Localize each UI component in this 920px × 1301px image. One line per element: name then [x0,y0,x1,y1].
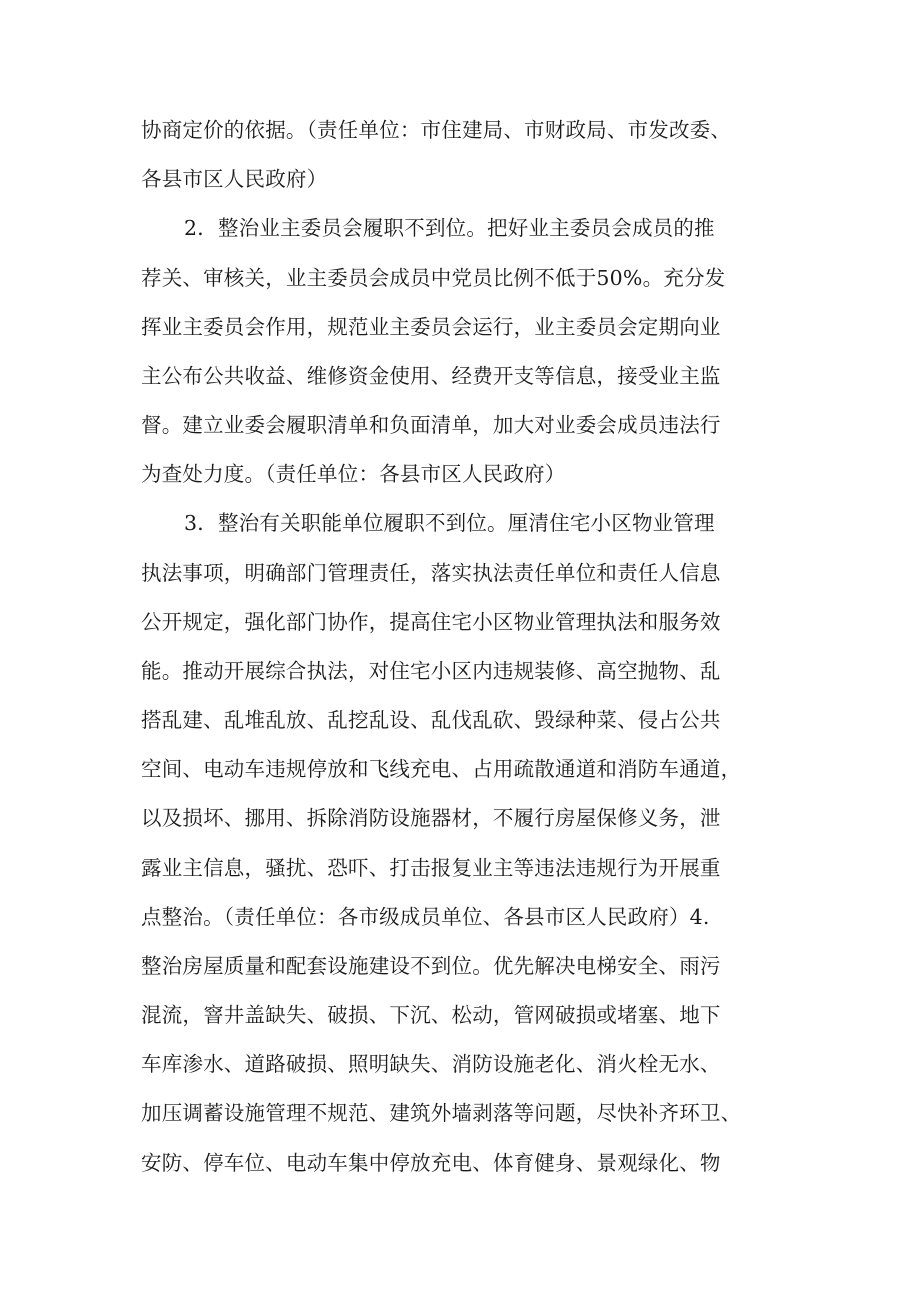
text-line: 挥业主委员会作用，规范业主委员会运行，业主委员会定期向业 [141,315,721,339]
text-line: 为查处力度。（责任单位：各县市区人民政府） [141,462,566,486]
text-line: 协商定价的依据。（责任单位：市住建局、市财政局、市发改委、 [141,118,732,142]
text-line: 混流，窨井盖缺失、破损、下沉、松动，管网破损或堵塞、地下 [141,1003,721,1027]
text-line: 加压调蓄设施管理不规范、建筑外墙剥落等问题，尽快补齐环卫、 [141,1101,742,1125]
text-line: 搭乱建、乱堆乱放、乱挖乱设、乱伐乱砍、毁绿种菜、侵占公共 [141,708,721,732]
text-line: 空间、电动车违规停放和飞线充电、占用疏散通道和消防车通道， [141,757,742,781]
text-line: 以及损坏、挪用、拆除消防设施器材，不履行房屋保修义务，泄 [141,806,721,830]
text-line: 督。建立业委会履职清单和负面清单，加大对业委会成员违法行 [141,413,721,437]
text-line: 执法事项，明确部门管理责任，落实执法责任单位和责任人信息 [141,561,721,585]
text-line: 点整治。（责任单位：各市级成员单位、各县市区人民政府）4. [141,905,710,929]
text-line: 公开规定，强化部门协作，提高住宅小区物业管理执法和服务效 [141,610,721,634]
text-line: 能。推动开展综合执法，对住宅小区内违规装修、高空抛物、乱 [141,659,721,683]
paragraph-2-start: 2．整治业主委员会履职不到位。把好业主委员会成员的推 [184,216,715,240]
text-line: 整治房屋质量和配套设施建设不到位。优先解决电梯安全、雨污 [141,954,721,978]
text-line: 露业主信息，骚扰、恐吓、打击报复业主等违法违规行为开展重 [141,856,721,880]
text-line: 车库渗水、道路破损、照明缺失、消防设施老化、消火栓无水、 [141,1052,721,1076]
paragraph-3-start: 3．整治有关职能单位履职不到位。厘清住宅小区物业管理 [184,511,715,535]
text-line: 主公布公共收益、维修资金使用、经费开支等信息，接受业主监 [141,364,721,388]
text-line: 各县市区人民政府） [141,167,328,191]
text-line: 安防、停车位、电动车集中停放充电、体育健身、景观绿化、物 [141,1151,721,1175]
text-line: 荐关、审核关，业主委员会成员中党员比例不低于50%。充分发 [141,266,726,290]
